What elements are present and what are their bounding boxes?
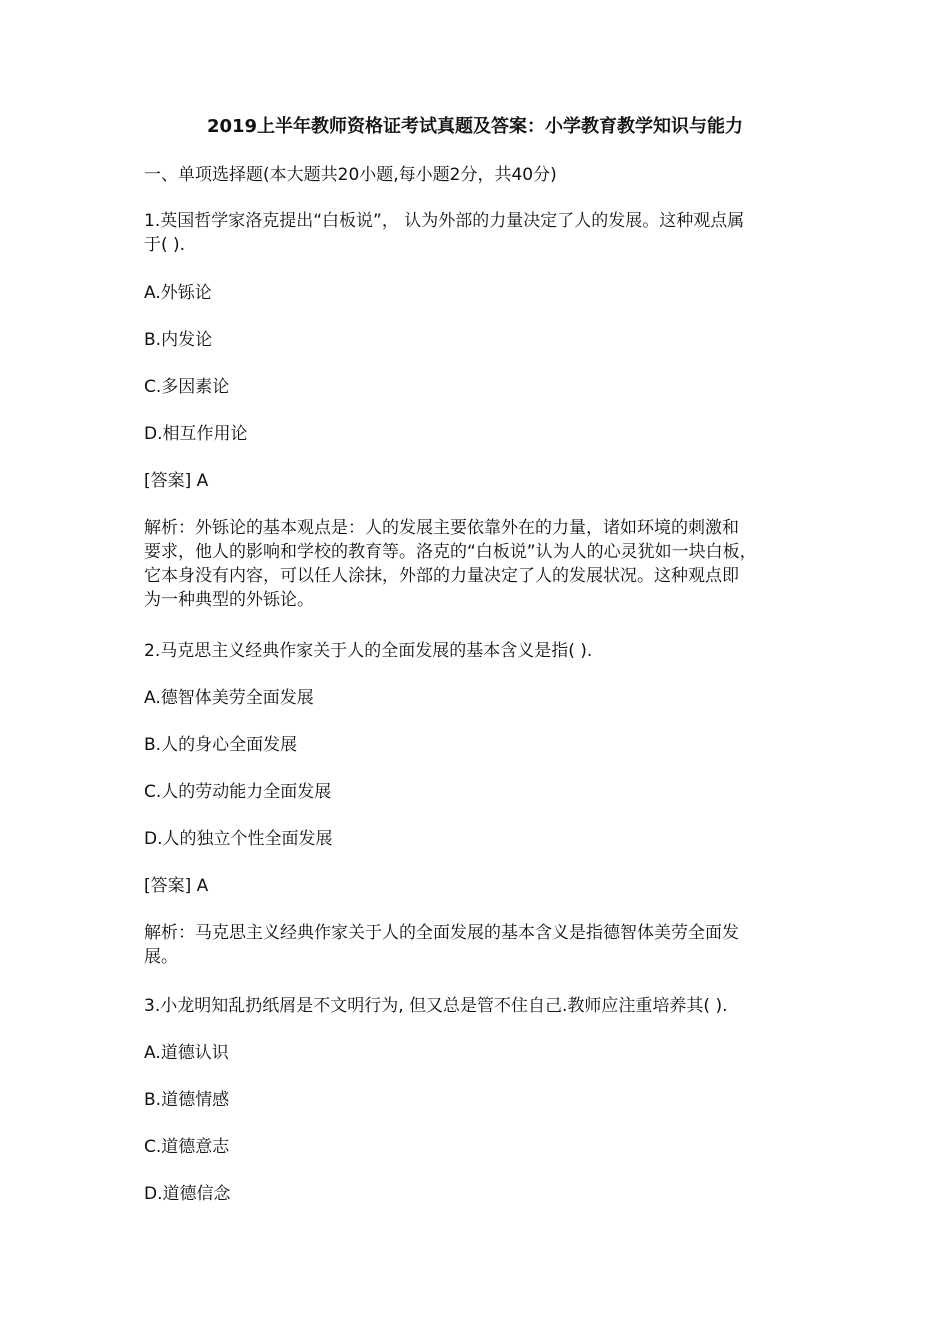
question-2-option-c: C.人的劳动能力全面发展 <box>144 782 332 802</box>
question-1-option-d: D.相互作用论 <box>144 424 248 444</box>
section-heading: 一、单项选择题(本大题共20小题,每小题2分，共40分) <box>144 165 557 185</box>
question-1-analysis <box>144 516 809 612</box>
question-3-option-b: B.道德情感 <box>144 1090 230 1110</box>
question-2-analysis <box>144 921 809 969</box>
question-2-option-a: A.德智体美劳全面发展 <box>144 688 314 708</box>
question-3-stem: 3.小龙明知乱扔纸屑是不文明行为, 但又总是管不住自己.教师应注重培养其( ). <box>144 996 728 1016</box>
document-title: 2019上半年教师资格证考试真题及答案：小学教育教学知识与能力 <box>206 116 744 137</box>
question-2-option-b: B.人的身心全面发展 <box>144 735 298 755</box>
question-2-answer: [答案] A <box>144 876 209 896</box>
question-1-option-a: A.外铄论 <box>144 283 212 303</box>
question-1-option-b: B.内发论 <box>144 330 213 350</box>
question-2-stem: 2.马克思主义经典作家关于人的全面发展的基本含义是指( ). <box>144 641 593 661</box>
question-3-option-a: A.道德认识 <box>144 1043 229 1063</box>
question-stem-line: 1.英国哲学家洛克提出“白板说”， 认为外部的力量决定了人的发展。这种观点属 <box>144 211 745 231</box>
analysis-line: 它本身没有内容，可以任人涂抹，外部的力量决定了人的发展状况。这种观点即 <box>144 566 739 586</box>
analysis-line: 展。 <box>144 947 178 967</box>
analysis-line: 为一种典型的外铄论。 <box>144 590 314 610</box>
question-1-stem <box>144 209 809 257</box>
question-stem-line: 于( ). <box>144 235 186 255</box>
question-3-option-d: D.道德信念 <box>144 1184 231 1204</box>
analysis-line: 解析：马克思主义经典作家关于人的全面发展的基本含义是指德智体美劳全面发 <box>144 923 739 943</box>
analysis-line: 解析：外铄论的基本观点是：人的发展主要依靠外在的力量，诸如环境的刺激和 <box>144 518 739 538</box>
question-3-option-c: C.道德意志 <box>144 1137 230 1157</box>
question-2-option-d: D.人的独立个性全面发展 <box>144 829 333 849</box>
question-1-option-c: C.多因素论 <box>144 377 230 397</box>
analysis-line: 要求，他人的影响和学校的教育等。洛克的“白板说”认为人的心灵犹如一块白板， <box>144 542 757 562</box>
question-1-answer: [答案] A <box>144 471 209 491</box>
